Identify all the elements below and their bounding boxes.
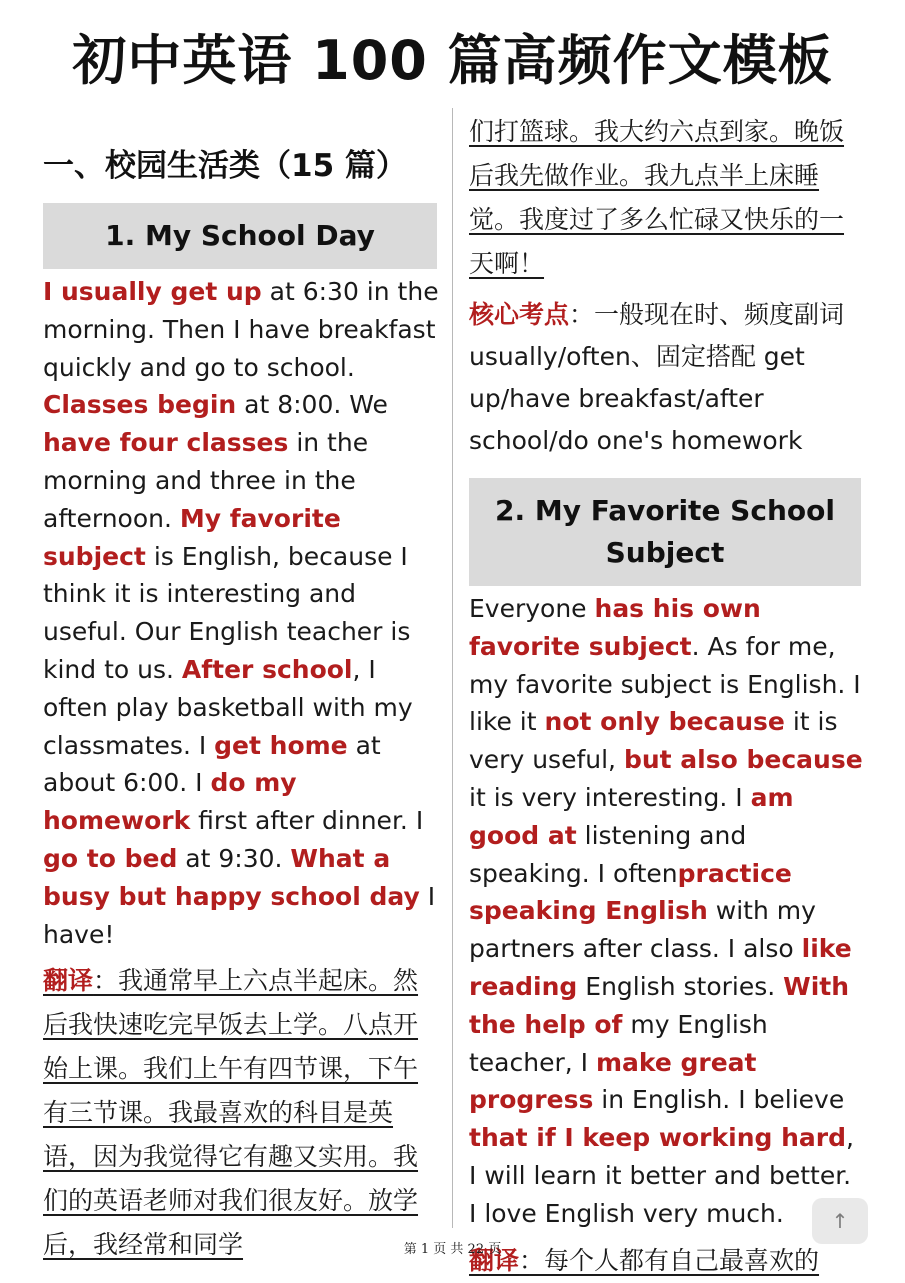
translation-text-continued: 们打篮球。我大约六点到家。晚饭后我先做作业。我九点半上床睡觉。我度过了多么忙碌又快乐的一天啊！ <box>469 117 845 278</box>
translation-label: 翻译 <box>43 966 94 996</box>
highlighted-phrase: get home <box>214 730 348 760</box>
highlighted-phrase: but also because <box>623 745 863 775</box>
body-text: at about 6:00. I <box>43 730 381 798</box>
scroll-to-top-button[interactable] <box>812 1198 868 1244</box>
body-text: my English teacher, I <box>469 1009 768 1077</box>
page-title: 初中英语 100 篇高频作文模板 <box>72 29 833 92</box>
key-points-label: 核心考点 <box>469 300 570 329</box>
essay-1-translation <box>43 959 439 1267</box>
right-column <box>469 110 865 1283</box>
body-text: is English, because I think it is interesting and useful. Our English teacher is kind to us. <box>43 541 411 684</box>
body-text: at 9:30. <box>177 843 291 873</box>
translation-text: ：每个人都有自己最喜欢的 <box>519 1245 820 1275</box>
highlighted-phrase: I usually get up <box>43 277 262 306</box>
body-text: it is very interesting. I <box>469 782 751 812</box>
essay-2-body <box>469 590 865 1233</box>
highlighted-phrase: like reading <box>469 934 852 1001</box>
body-text: I have! <box>43 881 436 949</box>
highlighted-phrase: With the help of <box>469 971 850 1039</box>
highlighted-phrase: make great progress <box>469 1047 757 1115</box>
highlighted-phrase: practice speaking English <box>469 858 792 926</box>
key-points-text: ：一般现在时、频度副词 usually/often、固定搭配 get up/have breakfast/after school/do one's homework <box>469 300 845 455</box>
page-footer: 第 1 页 共 22 页 <box>403 1242 502 1257</box>
arrow-up-icon: ↑ <box>831 1209 849 1233</box>
body-text: with my partners after class. I also <box>469 896 816 964</box>
essay-1-key-points <box>469 294 865 462</box>
highlighted-phrase: My favorite subject <box>43 503 341 571</box>
body-text: in English. I believe <box>593 1085 845 1115</box>
essay-1-translation-continued <box>469 110 865 286</box>
essay-1-body <box>43 273 439 953</box>
translation-text: ：我通常早上六点半起床。然后我快速吃完早饭去上学。八点开始上课。我们上午有四节课，下午有三节课。我最喜欢的科目是英语，因为我觉得它有趣又实用。我们的英语老师对我们很友好。放学后，我经常和同学 <box>43 966 419 1260</box>
highlighted-phrase: After school <box>181 654 353 684</box>
highlighted-phrase: What a busy but happy school day <box>43 843 420 911</box>
translation-label: 翻译 <box>469 1245 520 1275</box>
highlighted-phrase: that if I keep working hard <box>469 1123 846 1153</box>
highlighted-phrase: not only because <box>544 707 785 737</box>
body-text: it is very useful, <box>469 707 838 775</box>
body-text: listening and speaking. I often <box>469 820 747 888</box>
body-text: at 6:30 in the morning. Then I have breakfast quickly and go to school. <box>43 277 439 382</box>
body-text: . As for me, my favorite subject is English. I like it <box>469 631 861 737</box>
highlighted-phrase: do my homework <box>43 768 297 836</box>
highlighted-phrase: have four classes <box>43 428 289 458</box>
body-text: first after dinner. I <box>190 806 424 836</box>
body-text: in the morning and three in the afternoon. <box>43 428 369 533</box>
body-text: English stories. <box>577 971 784 1001</box>
highlighted-phrase: am good at <box>469 782 794 850</box>
essay-1-header: 1. My School Day <box>43 203 437 269</box>
highlighted-phrase: Classes begin <box>43 390 237 420</box>
highlighted-phrase: has his own favorite subject <box>469 594 761 661</box>
column-divider <box>452 108 453 1228</box>
left-column <box>43 120 439 1267</box>
essay-2-header: 2. My Favorite School Subject <box>469 478 861 586</box>
body-text: at 8:00. We <box>236 390 388 420</box>
body-text: Everyone <box>469 594 595 623</box>
highlighted-phrase: go to bed <box>43 843 178 873</box>
section-heading: 一、校园生活类（15 篇） <box>43 148 407 184</box>
body-text: , I often play basketball with my classmates. I <box>43 654 413 760</box>
body-text: , I will learn it better and better. I love English very much. <box>469 1123 854 1228</box>
